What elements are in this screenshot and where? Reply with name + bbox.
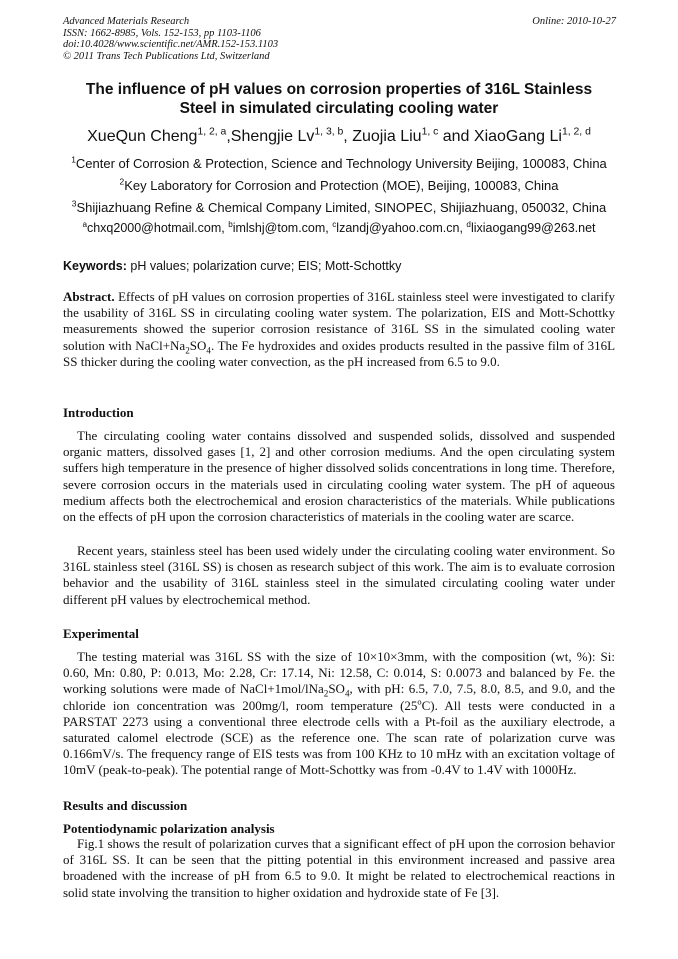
affiliation-1 [30,156,648,171]
intro-paragraph-1: The circulating cooling water contains dissolved and suspended solids, dissolved and suspended organic matters, dissolved gases [1, 2] and other corrosion mediums. And the open circulating system suffers high temperature in the presence of higher dissolved solids concentrations in long time. Therefore, severe corrosion occurs in the materials used in circulating cooling water system. The pH of aqueous medium affects both the electrochemical and erosion characteristics of the materials. While publications on the effects of pH upon the corrosion characteristics of materials in the cooling water are scarce. [63,428,615,525]
author-name: Shengjie Lv [230,128,315,145]
author-name: XueQun Cheng [87,128,198,145]
paper-title [40,80,638,118]
email-text: lzandj@yahoo.com.cn, [336,221,467,235]
issn-line: ISSN: 1662-8985, Vols. 152-153, pp 1103-1106 [63,27,261,39]
author-sup: 1, 3, b [314,126,344,138]
affiliation-text: Shijiazhuang Refine & Chemical Company Limited, SINOPEC, Shijiazhuang, 050032, China [76,200,607,215]
affiliation-sup: 3 [71,198,77,209]
exp-text-b: SO [328,681,345,697]
section-heading-introduction: Introduction [63,405,134,420]
intro-paragraph-2: Recent years, stainless steel has been used widely under the circulating cooling water environment. So 316L stainless steel (316L SS) is chosen as research subject of this work. The aim is to evaluate corrosion behavior and the usability of 316L stainless steel in the simulated circulating cooling water under different pH values by electrochemical method. [63,543,615,607]
affiliation-2 [30,178,648,193]
author-sup: 1, 2, a [197,126,227,138]
copyright-line: © 2011 Trans Tech Publications Ltd, Switzerland [63,50,270,62]
exp-degree: o [417,696,422,707]
author-sup: 1, 2, d [561,126,591,138]
abstract-text-1: Effects of pH values on corrosion properties of 316L stainless steel were investigated to clarify the usability of 316L SS in circulating cooling water system. The polarization, EIS and Mott-Schottky measurements showed the superior corrosion resistance of 316L SS in the simulated cooling water solution with NaCl+Na [63,289,615,353]
polarization-paragraph: Fig.1 shows the result of polarization curves that a significant effect of pH upon the corrosion behavior of 316L SS. It can be seen that the pitting potential in this environment increased and passive area broadened with the increase of pH from 6.5 to 9.0. It might be related to electrochemical reactions in solid state involving the transition to higher oxidation and hydroxide state of Fe [3]. [63,836,615,900]
online-date: Online: 2010-10-27 [532,16,616,27]
keywords [63,259,401,273]
exp-text-a: The testing material was 316L SS with the size of 10×10×3mm, with the composition (wt, %): Si: 0.60, Mn: 0.80, P: 0.013, Mo: 2.28, Cr: 17.14, Ni: 12.58, C: 0.014, S: 0.0073 and balanced by Fe. the working solutions were made of NaCl+1mol/lNa [63,649,615,697]
abstract-label: Abstract. [63,289,115,304]
experimental-paragraph [63,649,615,779]
abstract-sub-1: 2 [185,345,190,356]
journal-header [63,16,278,62]
abstract-text-2: SO [189,337,207,353]
exp-text-d: C). All tests were conducted in a PARSTAT 2273 using a conventional three electrode cells with a Pt-foil as the auxiliary electrode, a saturated calomel electrode (SCE) as the reference one. The scan rate of polarization curve was 0.166mV/s. The frequency range of EIS tests was from 100 KHz to 10 mHz with an excitation voltage of 10mV (peak-to-peak). The potential range of Mott-Schottky was from -0.4V to 1.4V with 1000Hz. [63,697,615,778]
journal-name: Advanced Materials Research [63,16,190,27]
section-heading-experimental: Experimental [63,626,139,641]
author-sep: , [226,128,231,145]
exp-sub-1: 2 [323,689,329,699]
email-line [30,221,648,235]
author-sep: , [343,128,353,145]
email-sup: c [332,219,337,229]
author-sup: 1, c [421,126,439,138]
abstract [63,289,615,370]
abstract-text-3: . The Fe hydroxides and oxides products resulted in the passive film of 316L SS thicker during the cooling water convection, as the pH increased from 6.5 to 9.0. [63,337,616,369]
email-sup: d [466,219,471,229]
exp-text-c: , with pH: 6.5, 7.0, 7.5, 8.0, 8.5, and 9.0, and the chloride ion concentration was 200mg/l, room temperature (25 [63,681,615,713]
email-sup: b [228,219,233,229]
doi-line: doi:10.4028/www.scientific.net/AMR.152-153.1103 [63,39,279,50]
affiliation-sup: 1 [71,154,76,165]
subsection-heading-polarization: Potentiodynamic polarization analysis [63,821,275,836]
keywords-text: pH values; polarization curve; EIS; Mott-Schottky [126,259,402,273]
abstract-sub-2: 4 [206,345,211,356]
section-heading-results: Results and discussion [63,798,188,813]
author-name: Zuojia Liu [352,128,422,145]
title-line-1: The influence of pH values on corrosion properties of 316L Stainless [85,81,593,98]
email-text: imlshj@tom.com, [232,221,333,235]
email-text: lixiaogang99@263.net [470,221,596,235]
affiliation-3 [30,200,648,215]
exp-sub-2: 4 [344,689,350,699]
author-list [40,128,638,146]
author-sep: and [438,128,474,145]
email-sup: a [82,219,87,229]
affiliation-text: Key Laboratory for Corrosion and Protection (MOE), Beijing, 100083, China [124,178,559,193]
email-text: chxq2000@hotmail.com, [86,221,229,235]
author-name: XiaoGang Li [473,128,562,145]
affiliation-text: Center of Corrosion & Protection, Science and Technology University Beijing, 100083, China [75,156,607,171]
title-line-2: Steel in simulated circulating cooling water [179,100,499,117]
affiliation-sup: 2 [119,176,125,187]
keywords-label: Keywords: [63,259,127,273]
